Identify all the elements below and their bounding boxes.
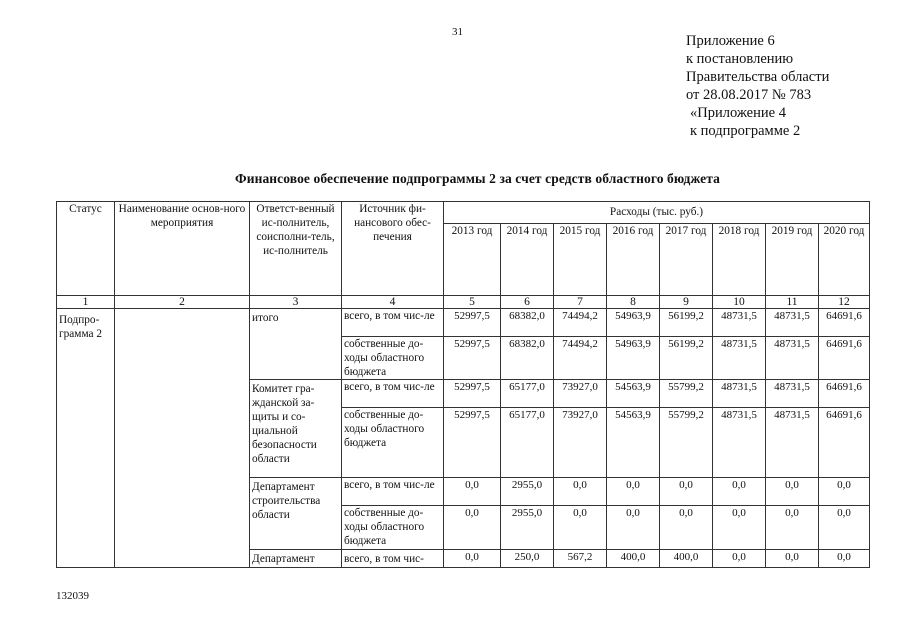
value-cell: 48731,5 bbox=[713, 309, 766, 337]
value-cell: 2955,0 bbox=[501, 478, 554, 506]
value-cell: 54963,9 bbox=[607, 337, 660, 380]
value-cell: 0,0 bbox=[713, 478, 766, 506]
executor-cell: Департамент строительства области bbox=[250, 478, 342, 550]
value-cell: 0,0 bbox=[660, 506, 713, 550]
value-cell: 55799,2 bbox=[660, 408, 713, 478]
column-number: 4 bbox=[342, 296, 444, 309]
header-year: 2018 год bbox=[713, 224, 766, 296]
header-year: 2015 год bbox=[554, 224, 607, 296]
financing-table bbox=[56, 201, 870, 568]
executor-cell: итого bbox=[250, 309, 342, 380]
value-cell: 0,0 bbox=[819, 550, 870, 568]
column-number: 3 bbox=[250, 296, 342, 309]
value-cell: 0,0 bbox=[607, 506, 660, 550]
value-cell: 74494,2 bbox=[554, 337, 607, 380]
value-cell: 54563,9 bbox=[607, 408, 660, 478]
value-cell: 68382,0 bbox=[501, 337, 554, 380]
source-cell: собственные до-ходы областного бюджета bbox=[342, 408, 444, 478]
header-year: 2019 год bbox=[766, 224, 819, 296]
column-number: 10 bbox=[713, 296, 766, 309]
value-cell: 73927,0 bbox=[554, 408, 607, 478]
value-cell: 64691,6 bbox=[819, 309, 870, 337]
header-status: Статус bbox=[57, 202, 115, 296]
activity-name-cell bbox=[115, 309, 250, 568]
value-cell: 0,0 bbox=[819, 506, 870, 550]
value-cell: 74494,2 bbox=[554, 309, 607, 337]
column-number: 1 bbox=[57, 296, 115, 309]
value-cell: 56199,2 bbox=[660, 337, 713, 380]
value-cell: 0,0 bbox=[444, 506, 501, 550]
value-cell: 400,0 bbox=[607, 550, 660, 568]
document-id: 132039 bbox=[56, 590, 89, 602]
source-cell: всего, в том чис- bbox=[342, 550, 444, 568]
header-year: 2014 год bbox=[501, 224, 554, 296]
value-cell: 0,0 bbox=[444, 550, 501, 568]
source-cell: всего, в том чис-ле bbox=[342, 478, 444, 506]
table-row bbox=[57, 309, 870, 337]
value-cell: 55799,2 bbox=[660, 380, 713, 408]
header-funding-source: Источник фи-нансового обес-печения bbox=[342, 202, 444, 296]
value-cell: 2955,0 bbox=[501, 506, 554, 550]
document-title: Финансовое обеспечение подпрограммы 2 за счет средств областного бюджета bbox=[235, 171, 721, 186]
value-cell: 400,0 bbox=[660, 550, 713, 568]
header-executor: Ответст-венный ис-полнитель, соисполни-тель, ис-полнитель bbox=[250, 202, 342, 296]
value-cell: 64691,6 bbox=[819, 380, 870, 408]
appendix-line: к подпрограмме 2 bbox=[690, 123, 801, 139]
appendix-line: «Приложение 4 bbox=[690, 105, 786, 121]
source-cell: собственные до-ходы областного бюджета bbox=[342, 337, 444, 380]
source-cell: собственные до-ходы областного бюджета bbox=[342, 506, 444, 550]
value-cell: 0,0 bbox=[554, 506, 607, 550]
column-number: 12 bbox=[819, 296, 870, 309]
source-cell: всего, в том чис-ле bbox=[342, 380, 444, 408]
value-cell: 48731,5 bbox=[766, 408, 819, 478]
column-number: 6 bbox=[501, 296, 554, 309]
value-cell: 64691,6 bbox=[819, 408, 870, 478]
column-number: 2 bbox=[115, 296, 250, 309]
appendix-line: от 28.08.2017 № 783 bbox=[686, 87, 812, 103]
header-year: 2017 год bbox=[660, 224, 713, 296]
executor-cell: Комитет гра-жданской за-щиты и со-циальной безопасности области bbox=[250, 380, 342, 478]
value-cell: 65177,0 bbox=[501, 408, 554, 478]
status-cell: Подпро-грамма 2 bbox=[57, 309, 115, 568]
value-cell: 65177,0 bbox=[501, 380, 554, 408]
value-cell: 48731,5 bbox=[766, 380, 819, 408]
page-number: 31 bbox=[452, 26, 463, 38]
appendix-reference bbox=[686, 32, 829, 140]
value-cell: 52997,5 bbox=[444, 380, 501, 408]
value-cell: 0,0 bbox=[819, 478, 870, 506]
value-cell: 64691,6 bbox=[819, 337, 870, 380]
column-number-row bbox=[57, 296, 870, 309]
column-number: 5 bbox=[444, 296, 501, 309]
source-cell: всего, в том чис-ле bbox=[342, 309, 444, 337]
value-cell: 48731,5 bbox=[713, 408, 766, 478]
value-cell: 0,0 bbox=[554, 478, 607, 506]
value-cell: 0,0 bbox=[607, 478, 660, 506]
value-cell: 54963,9 bbox=[607, 309, 660, 337]
header-year: 2020 год bbox=[819, 224, 870, 296]
value-cell: 48731,5 bbox=[766, 337, 819, 380]
value-cell: 48731,5 bbox=[713, 337, 766, 380]
value-cell: 52997,5 bbox=[444, 309, 501, 337]
value-cell: 0,0 bbox=[444, 478, 501, 506]
value-cell: 0,0 bbox=[713, 506, 766, 550]
value-cell: 0,0 bbox=[766, 478, 819, 506]
value-cell: 0,0 bbox=[766, 550, 819, 568]
column-number: 11 bbox=[766, 296, 819, 309]
value-cell: 52997,5 bbox=[444, 408, 501, 478]
value-cell: 567,2 bbox=[554, 550, 607, 568]
value-cell: 0,0 bbox=[660, 478, 713, 506]
header-activity-name: Наименование основ-ного мероприятия bbox=[115, 202, 250, 296]
value-cell: 54563,9 bbox=[607, 380, 660, 408]
column-number: 8 bbox=[607, 296, 660, 309]
appendix-line: к постановлению bbox=[686, 51, 794, 67]
column-number: 9 bbox=[660, 296, 713, 309]
appendix-line: Правительства области bbox=[686, 69, 830, 85]
value-cell: 52997,5 bbox=[444, 337, 501, 380]
value-cell: 56199,2 bbox=[660, 309, 713, 337]
value-cell: 48731,5 bbox=[713, 380, 766, 408]
header-year: 2013 год bbox=[444, 224, 501, 296]
appendix-line: Приложение 6 bbox=[686, 33, 775, 49]
value-cell: 0,0 bbox=[713, 550, 766, 568]
value-cell: 250,0 bbox=[501, 550, 554, 568]
header-expenses: Расходы (тыс. руб.) bbox=[444, 202, 870, 224]
executor-cell: Департамент bbox=[250, 550, 342, 568]
value-cell: 68382,0 bbox=[501, 309, 554, 337]
column-number: 7 bbox=[554, 296, 607, 309]
value-cell: 48731,5 bbox=[766, 309, 819, 337]
header-year: 2016 год bbox=[607, 224, 660, 296]
value-cell: 0,0 bbox=[766, 506, 819, 550]
value-cell: 73927,0 bbox=[554, 380, 607, 408]
